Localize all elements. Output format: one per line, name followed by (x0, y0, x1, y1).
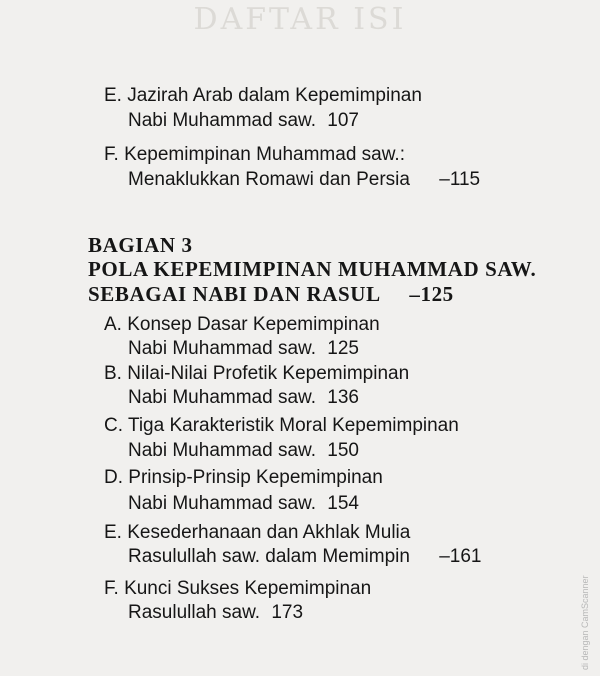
toc-entry-letter: F. (104, 578, 119, 599)
toc-entry-title-cont: Nabi Muhammad saw. (128, 110, 316, 131)
toc-entry-page: 173 (271, 602, 304, 623)
toc-entry-title-cont: Nabi Muhammad saw. (128, 493, 316, 514)
toc-entry-title: Kunci Sukses Kepemimpinan (124, 578, 372, 599)
toc-entry-b-line1 (104, 362, 409, 386)
toc-entry-e-line1 (104, 84, 422, 108)
toc-entry-letter: B. (104, 363, 122, 384)
toc-entry-d-line2 (128, 492, 359, 516)
toc-entry-letter: E. (104, 85, 122, 106)
toc-entry-f2-line2 (128, 601, 303, 625)
toc-entry-title: Konsep Dasar Kepemimpinan (127, 314, 380, 335)
toc-entry-page: 107 (327, 110, 359, 131)
toc-entry-e2-line1 (104, 521, 410, 545)
toc-entry-c-line1 (104, 414, 459, 438)
faded-page-title: DAFTAR ISI (193, 2, 407, 37)
toc-entry-e2-line2 (128, 545, 482, 569)
toc-entry-letter: F. (104, 144, 119, 165)
toc-entry-letter: A. (104, 314, 122, 335)
toc-entry-e-line2 (128, 109, 359, 133)
part-label: BAGIAN 3 (88, 233, 193, 257)
toc-entry-title-cont: Rasulullah saw. (128, 602, 261, 623)
part-title-line1: POLA KEPEMIMPINAN MUHAMMAD SAW. (88, 257, 537, 281)
toc-entry-page: 136 (327, 387, 359, 408)
toc-entry-title-cont: Nabi Muhammad saw. (128, 338, 316, 359)
toc-entry-f-line2 (128, 168, 480, 192)
toc-entry-d-line1 (104, 466, 383, 490)
toc-entry-title-cont: Nabi Muhammad saw. (128, 440, 316, 461)
toc-entry-title-cont: Menaklukkan Romawi dan Persia (128, 169, 410, 190)
toc-entry-title-cont: Nabi Muhammad saw. (128, 387, 316, 408)
part-page: –125 (409, 282, 454, 306)
toc-entry-title: Kesederhanaan dan Akhlak Mulia (127, 522, 411, 543)
toc-entry-c-line2 (128, 439, 359, 463)
toc-entry-a-line2 (128, 337, 359, 361)
toc-entry-title: Kepemimpinan Muhammad saw.: (124, 144, 405, 165)
toc-entry-letter: D. (104, 467, 123, 488)
toc-entry-page: 150 (327, 440, 359, 461)
toc-entry-letter: E. (104, 522, 122, 543)
toc-entry-f2-line1 (104, 577, 371, 601)
part-title-line2 (88, 281, 454, 307)
toc-entry-title: Tiga Karakteristik Moral Kepemimpinan (127, 415, 459, 436)
toc-entry-title: Nilai-Nilai Profetik Kepemimpinan (127, 363, 410, 384)
toc-entry-page: 125 (327, 338, 359, 359)
toc-entry-page: –115 (439, 169, 481, 190)
toc-entry-title-cont: Rasulullah saw. dalam Memimpin (128, 546, 410, 567)
toc-entry-a-line1 (104, 313, 380, 337)
toc-entry-letter: C. (104, 415, 123, 436)
toc-entry-title: Jazirah Arab dalam Kepemimpinan (127, 85, 422, 106)
toc-entry-page: 154 (327, 493, 359, 514)
toc-entry-f-line1 (104, 143, 405, 167)
scanner-watermark: di dengan CamScanner (580, 575, 590, 670)
toc-entry-title: Prinsip-Prinsip Kepemimpinan (128, 467, 383, 488)
part-title-cont: SEBAGAI NABI DAN RASUL (88, 282, 380, 306)
toc-entry-b-line2 (128, 386, 359, 410)
toc-entry-page: –161 (439, 546, 482, 567)
